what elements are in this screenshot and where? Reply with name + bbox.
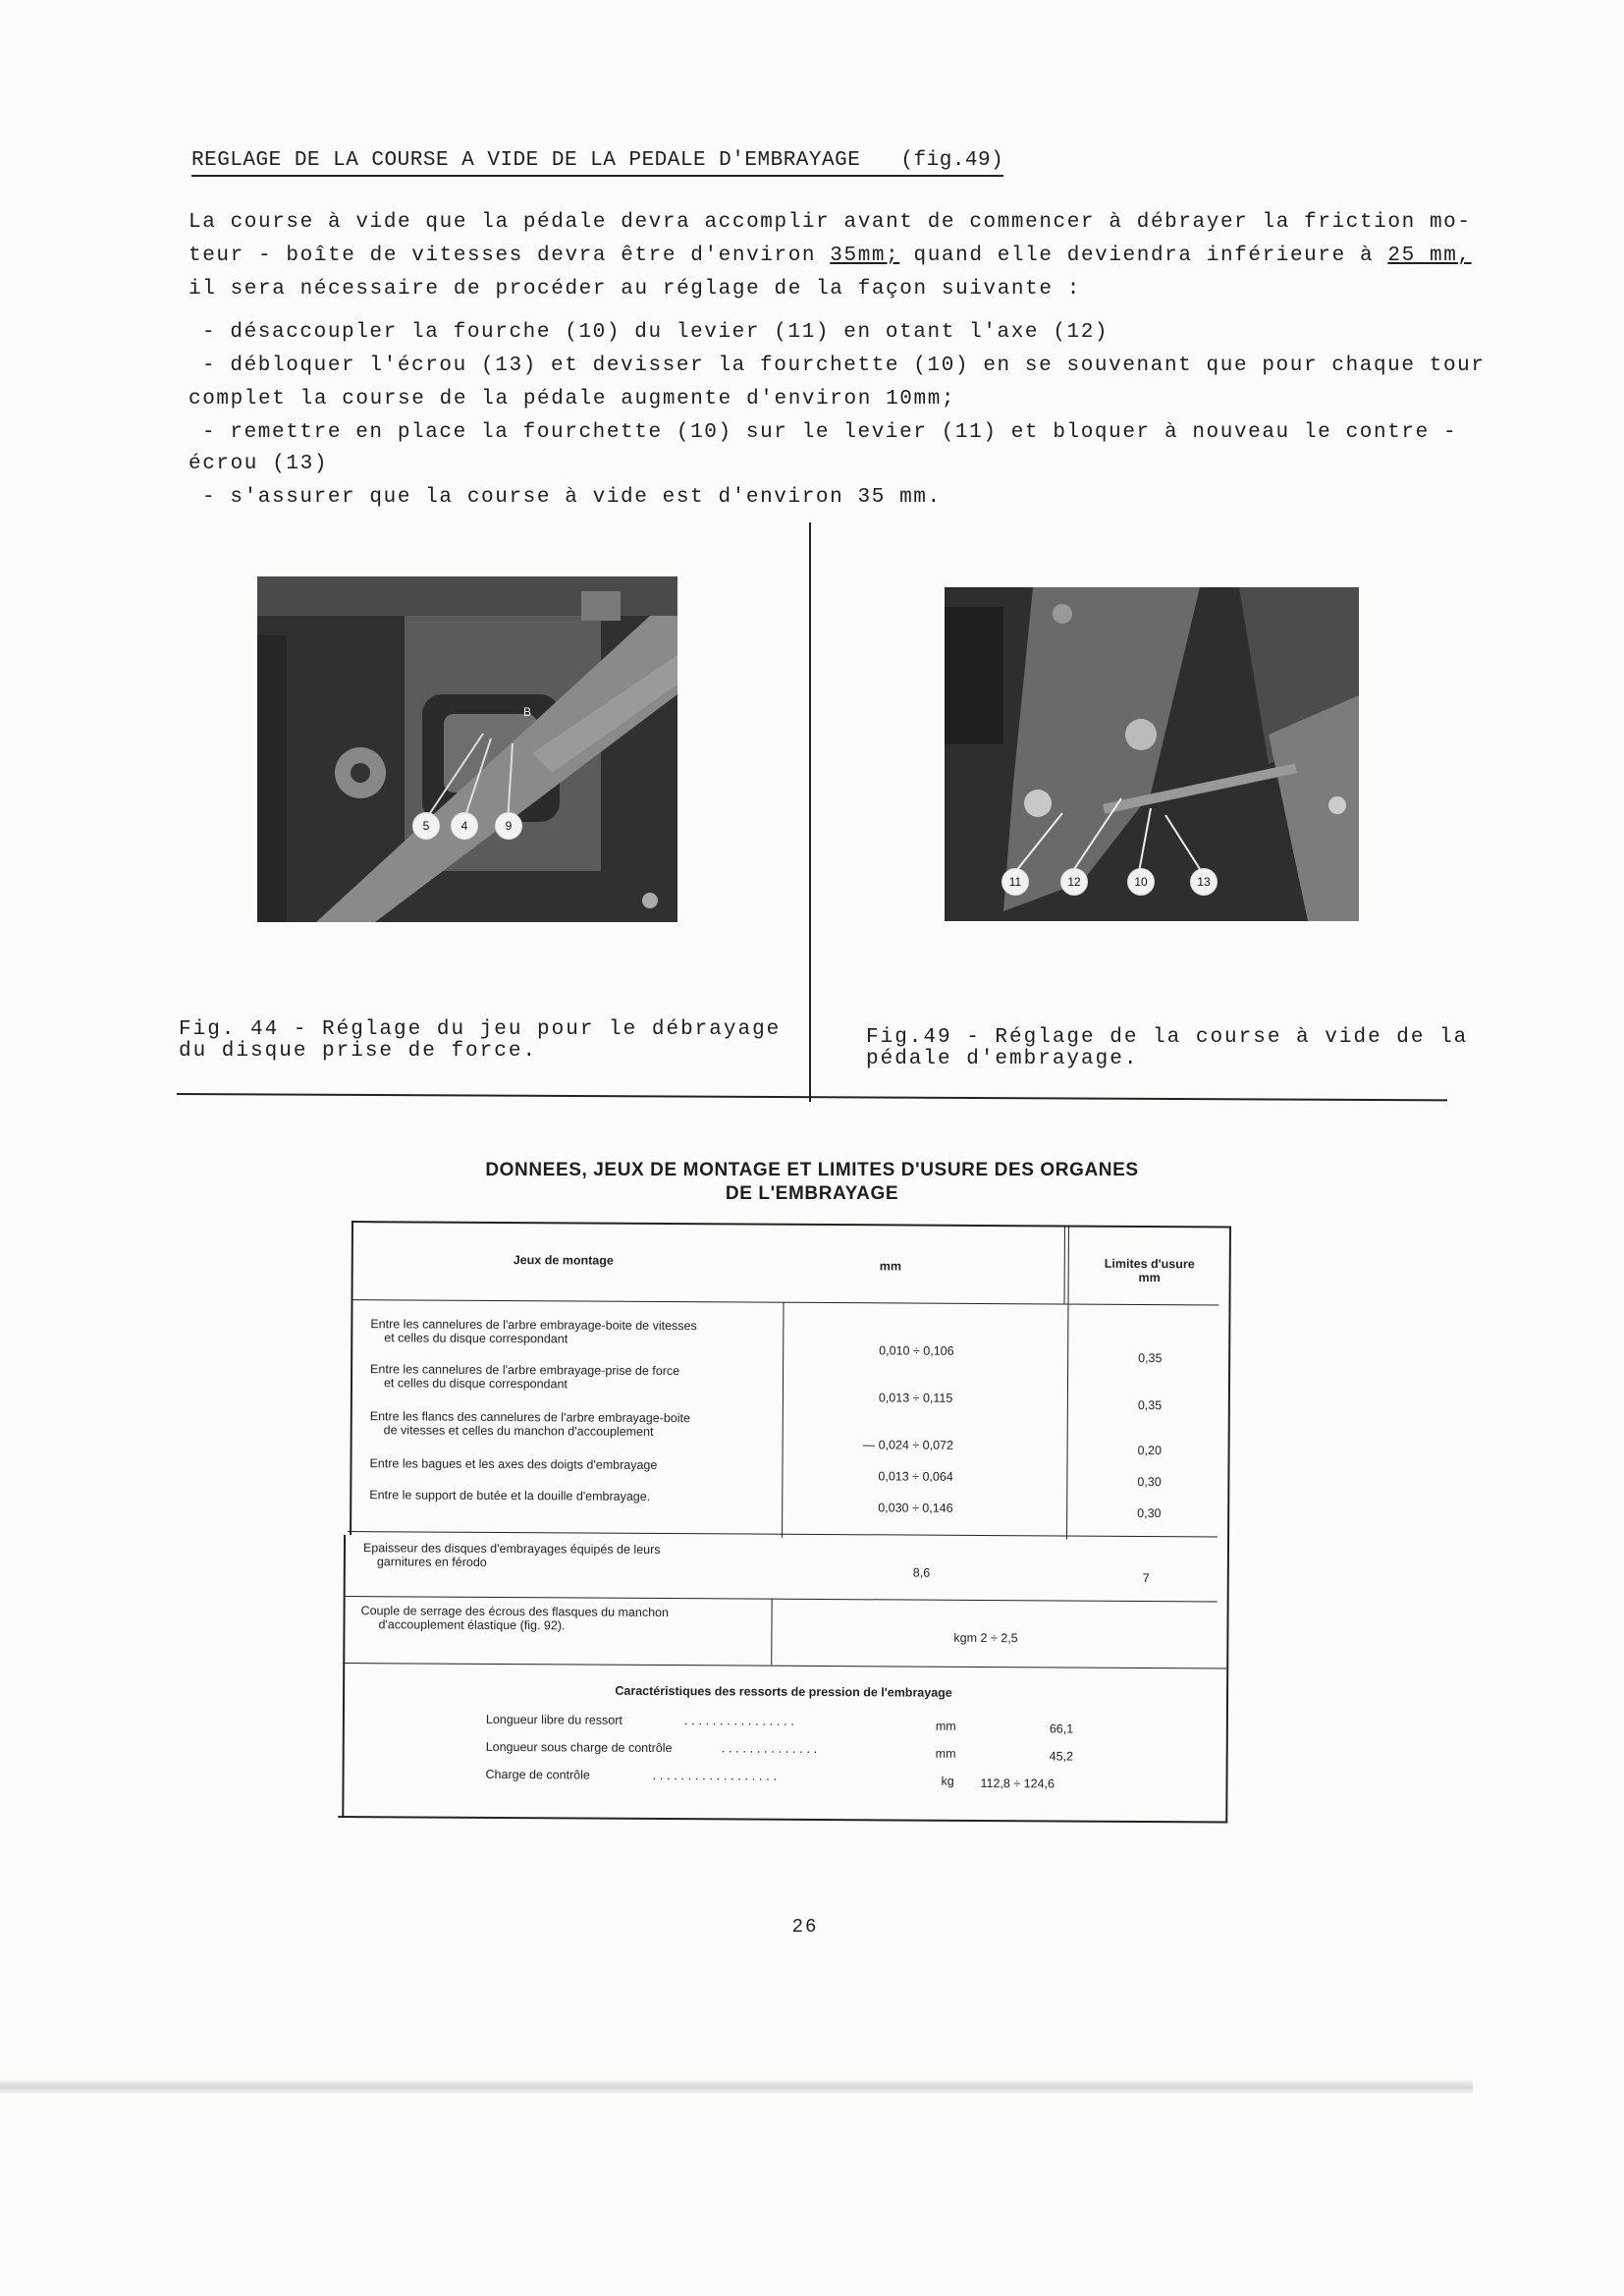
fig49-caption-line-1: Fig.49 - Réglage de la course à vide de la — [866, 1026, 1469, 1049]
intro-line-2: teur - boîte de vitesses devra être d'environ 35mm; quand elle deviendra inférieure à 25 mm, — [189, 245, 1472, 267]
page-number: 26 — [791, 1916, 819, 1938]
leader-dots: . . . . . . . . . . . . . . — [721, 1740, 818, 1756]
table-row-value: 0,030 ÷ 0,146 — [878, 1501, 953, 1515]
epaisseur-value: 8,6 — [912, 1565, 931, 1580]
figure-divider — [809, 522, 811, 1102]
table-row-value: — 0,024 ÷ 0,072 — [862, 1438, 954, 1452]
fig49-caption-line-2: pédale d'embrayage. — [866, 1048, 1139, 1070]
spring-unit: kg — [941, 1774, 954, 1788]
fig49-photo — [945, 587, 1359, 921]
table-row-limit: 0,30 — [1137, 1505, 1162, 1521]
epaisseur-limit: 7 — [1142, 1570, 1150, 1586]
header-jeux-de-montage: Jeux de montage — [513, 1253, 614, 1268]
table-row-label: Entre les cannelures de l'arbre embrayage-prise de force et celles du disque correspondant — [370, 1362, 680, 1392]
fig44-marker-9: 9 — [495, 812, 522, 840]
table-row-limit: 0,20 — [1137, 1443, 1162, 1458]
couple-value: kgm 2 ÷ 2,5 — [953, 1630, 1018, 1646]
step-1: - désaccoupler la fourche (10) du levier (11) en otant l'axe (12) — [202, 321, 1110, 344]
intro-line-1: La course à vide que la pédale devra accomplir avant de commencer à débrayer la friction mo- — [189, 211, 1472, 234]
step-2: - débloquer l'écrou (13) et devisser la fourchette (10) en se souvenant que pour chaque tour — [202, 355, 1486, 377]
table-row-limit: 0,35 — [1138, 1350, 1163, 1366]
underlined-35mm: 35mm; — [830, 245, 900, 267]
spring-unit: mm — [935, 1746, 956, 1761]
couple-label: Couple de serrage des écrous des flasques du manchon d'accouplement élastique (fig. 92). — [360, 1604, 670, 1633]
table-row-label: Entre les bagues et les axes des doigts d'embrayage — [369, 1456, 658, 1472]
spring-label: Longueur sous charge de contrôle — [485, 1739, 673, 1756]
fig44-photo — [257, 576, 677, 922]
spring-value: 112,8 ÷ 124,6 — [980, 1776, 1056, 1791]
heading-figure-ref: (fig.49) — [900, 149, 1004, 172]
leader-dots: . . . . . . . . . . . . . . . . . . — [652, 1767, 778, 1783]
header-mm: mm — [879, 1259, 902, 1274]
table-row-value: 0,013 ÷ 0,064 — [878, 1469, 953, 1484]
section-heading — [191, 149, 1003, 177]
fig44-marker-b: B — [522, 705, 531, 719]
spring-value: 45,2 — [1049, 1749, 1074, 1764]
underlined-25mm: 25 mm, — [1387, 245, 1472, 267]
fig44-marker-5: 5 — [412, 812, 440, 840]
epaisseur-label: Epaisseur des disques d'embrayages équipés de leurs garnitures en férodo — [362, 1541, 661, 1569]
intro-line-3: il sera nécessaire de procéder au réglage de la façon suivante : — [189, 278, 1081, 301]
spring-label: Longueur libre du ressort — [485, 1712, 623, 1727]
fig44-marker-4: 4 — [451, 812, 478, 840]
step-4: - s'assurer que la course à vide est d'environ 35 mm. — [202, 486, 942, 509]
table-row-label: Entre les flancs des cannelures de l'arbre embrayage-boite de vitesses et celles du manchon d'accouplement — [369, 1409, 691, 1439]
spring-value: 66,1 — [1049, 1722, 1074, 1736]
figures-bottom-rule — [177, 1093, 1447, 1101]
spring-unit: mm — [935, 1719, 956, 1733]
data-table — [338, 1221, 1231, 1824]
leader-dots: . . . . . . . . . . . . . . . . — [683, 1713, 794, 1728]
table-row-value: 0,013 ÷ 0,115 — [878, 1391, 953, 1405]
fig49-marker-12: 12 — [1060, 868, 1088, 896]
page-edge-shadow — [0, 2080, 1473, 2094]
fig49-marker-10: 10 — [1127, 868, 1155, 896]
step-3-cont: écrou (13) — [189, 453, 329, 475]
heading-title: REGLAGE DE LA COURSE A VIDE DE LA PEDALE D'EMBRAYAGE — [191, 149, 861, 172]
step-2-cont: complet la course de la pédale augmente d'environ 10mm; — [189, 388, 956, 410]
fig49-marker-11: 11 — [1001, 868, 1029, 896]
table-title: DONNEES, JEUX DE MONTAGE ET LIMITES D'USURE DES ORGANES DE L'EMBRAYAGE — [485, 1160, 1139, 1204]
table-row-limit: 0,30 — [1137, 1474, 1162, 1490]
fig49-marker-13: 13 — [1190, 868, 1218, 896]
table-row-limit: 0,35 — [1137, 1397, 1163, 1413]
springs-title: Caractéristiques des ressorts de pression de l'embrayage — [615, 1683, 952, 1700]
table-row-label: Entre le support de butée et la douille d'embrayage. — [369, 1488, 651, 1503]
fig44-caption-line-2: du disque prise de force. — [179, 1040, 538, 1063]
table-row-label: Entre les cannelures de l'arbre embrayage-boite de vitesses et celles du disque correspondant — [370, 1317, 697, 1346]
header-limites-usure: Limites d'usure mm — [1104, 1256, 1195, 1285]
table-row-value: 0,010 ÷ 0,106 — [879, 1343, 954, 1358]
fig44-caption-line-1: Fig. 44 - Réglage du jeu pour le débrayage — [179, 1018, 782, 1041]
step-3: - remettre en place la fourchette (10) sur le levier (11) et bloquer à nouveau le contre - — [202, 421, 1458, 444]
spring-label: Charge de contrôle — [485, 1767, 590, 1782]
